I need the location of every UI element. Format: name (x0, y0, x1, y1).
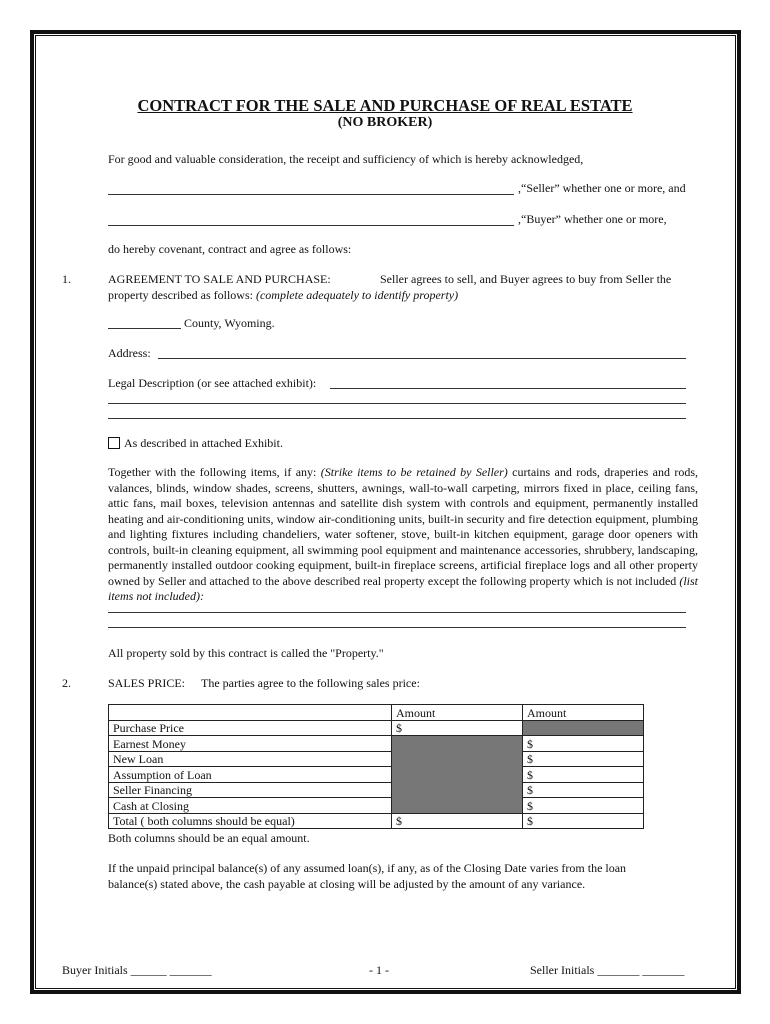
legal-description-line-3[interactable] (108, 418, 686, 419)
header-blank (109, 705, 392, 721)
row-label: Total ( both columns should be equal) (109, 813, 392, 829)
equal-amount-note: Both columns should be an equal amount. (108, 831, 310, 845)
county-field[interactable] (108, 328, 181, 329)
legal-description-label: Legal Description (or see attached exhibit): (108, 376, 317, 390)
included-items-paragraph: Together with the following items, if any: (Strike items to be retained by Seller) curtains and rods, draperies and rods, valances, blinds, window shades, screens, shutters, awnings, wall-to-wall carpeting, mirrors fixed in place, ceiling fans, attic fans, mail boxes, television antennas and satellite dish system with controls and equipment, permanently installed heating and air-conditioning units, window air-conditioning units, built-in security and fire detection equipment, plumbing and lighting fixtures including chandeliers, water softener, stove, built-in kitchen equipment, garage door openers with controls, built-in cleaning equipment, all swimming pool equipment and maintenance accessories, shrubbery, landscaping, permanently installed outdoor cooking equipment, built-in fireplace screens, artificial fireplace logs and all other property owned by Seller and attached to the above described real property except the following property which is not included (list items not included): (108, 465, 698, 603)
table-row (109, 736, 644, 752)
cash-at-closing-amount[interactable]: $ (523, 798, 644, 814)
exhibit-checkbox[interactable] (108, 437, 120, 449)
seller-initials[interactable]: Seller Initials _______ _______ (530, 963, 685, 977)
section-1-heading: AGREEMENT TO SALE AND PURCHASE: (108, 272, 331, 286)
variance-paragraph: If the unpaid principal balance(s) of any assumed loan(s), if any, as of the Closing Date varies from the loan balance(s) stated above, the cash payable at closing will be adjusted by the amount of any variance. (108, 861, 627, 891)
seller-label: ,“Seller” whether one or more, and (518, 181, 686, 195)
address-field[interactable] (158, 358, 686, 359)
shaded-cell (523, 720, 644, 736)
section-1-number: 1. (62, 272, 71, 286)
legal-description-field[interactable] (330, 388, 686, 389)
section-1-text-2: property described as follows: (complete adequately to identify property) (108, 288, 459, 302)
property-definition: All property sold by this contract is called the "Property." (108, 646, 384, 660)
section-2-number: 2. (62, 676, 71, 690)
page-number: - 1 - (369, 963, 389, 977)
row-label: Seller Financing (109, 782, 392, 798)
total-amount-1[interactable]: $ (392, 813, 523, 829)
section-1-text: Seller agrees to sell, and Buyer agrees to buy from Seller the (380, 272, 672, 286)
total-amount-2[interactable]: $ (523, 813, 644, 829)
table-row (109, 720, 644, 736)
exhibit-option: As described in attached Exhibit. (108, 436, 283, 451)
shaded-cell (392, 736, 523, 814)
table-row (109, 813, 644, 829)
covenant-text: do hereby covenant, contract and agree as follows: (108, 242, 352, 256)
row-label: New Loan (109, 751, 392, 767)
buyer-initials[interactable]: Buyer Initials ______ _______ (62, 963, 212, 977)
county-label: County, Wyoming. (184, 316, 275, 330)
seller-financing-amount[interactable]: $ (523, 782, 644, 798)
excluded-items-line-1[interactable] (108, 612, 686, 613)
new-loan-amount[interactable]: $ (523, 751, 644, 767)
row-label: Assumption of Loan (109, 767, 392, 783)
purchase-price-amount[interactable]: $ (392, 720, 523, 736)
table-row (109, 751, 644, 767)
section-2-heading: SALES PRICE: (108, 676, 186, 690)
buyer-name-field[interactable] (108, 225, 514, 226)
header-amount-2: Amount (523, 705, 644, 721)
legal-description-line-2[interactable] (108, 403, 686, 404)
intro-text: For good and valuable consideration, the receipt and sufficiency of which is hereby acknowledged, (108, 152, 584, 166)
sales-price-table (108, 704, 644, 829)
document-subtitle: (NO BROKER) (337, 115, 433, 130)
assumption-of-loan-amount[interactable]: $ (523, 767, 644, 783)
buyer-label: ,“Buyer” whether one or more, (518, 212, 667, 226)
table-row (109, 767, 644, 783)
earnest-money-amount[interactable]: $ (523, 736, 644, 752)
table-row (109, 798, 644, 814)
document-title: CONTRACT FOR THE SALE AND PURCHASE OF REAL ESTATE (137, 96, 633, 115)
seller-name-field[interactable] (108, 194, 514, 195)
excluded-items-line-2[interactable] (108, 627, 686, 628)
row-label: Cash at Closing (109, 798, 392, 814)
table-row (109, 782, 644, 798)
table-header-row (109, 705, 644, 721)
row-label: Earnest Money (109, 736, 392, 752)
address-label: Address: (108, 346, 151, 360)
header-amount-1: Amount (392, 705, 523, 721)
row-label: Purchase Price (109, 720, 392, 736)
section-2-text: The parties agree to the following sales price: (201, 676, 420, 690)
